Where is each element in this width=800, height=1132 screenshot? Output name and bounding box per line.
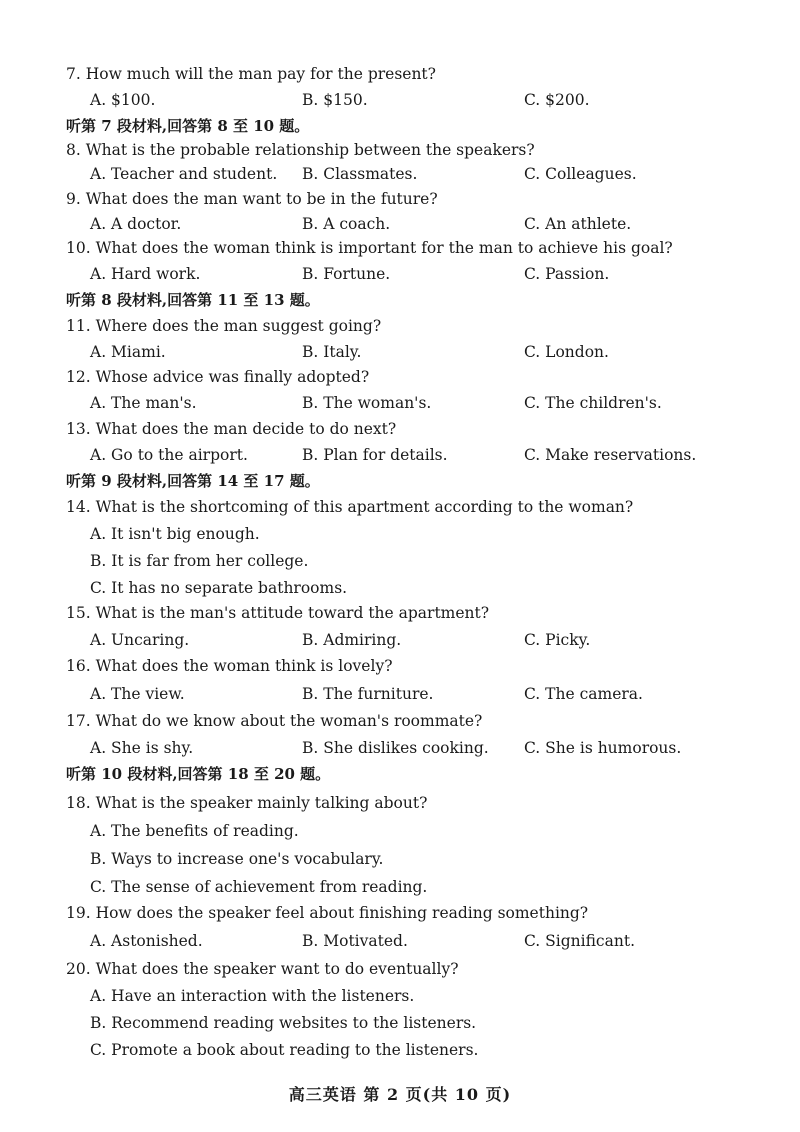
answer-option: A. Astonished. [90, 932, 203, 950]
answer-option: B. Plan for details. [302, 446, 448, 464]
answer-option: A. Teacher and student. [90, 165, 278, 183]
question-text: 12. Whose advice was finally adopted? [66, 368, 370, 386]
answer-option: C. The children's. [524, 394, 662, 412]
answer-option: A. Hard work. [90, 265, 201, 283]
question-text: 15. What is the man's attitude toward the apartment? [66, 604, 490, 622]
answer-option: A. It isn't big enough. [90, 525, 260, 543]
answer-option: B. The furniture. [302, 685, 434, 703]
answer-option: A. Uncaring. [90, 631, 190, 649]
answer-option: A. The benefits of reading. [90, 822, 299, 840]
question-text: 10. What does the woman think is important for the man to achieve his goal? [66, 239, 673, 257]
question-text: 13. What does the man decide to do next? [66, 420, 397, 438]
answer-option: B. Ways to increase one's vocabulary. [90, 850, 384, 868]
question-text: 14. What is the shortcoming of this apartment according to the woman? [66, 498, 634, 516]
answer-option: B. $150. [302, 91, 368, 109]
answer-option: A. The man's. [90, 394, 197, 412]
answer-option: C. Significant. [524, 932, 635, 950]
answer-option: C. Make reservations. [524, 446, 697, 464]
answer-option: A. The view. [90, 685, 185, 703]
answer-option: B. Italy. [302, 343, 362, 361]
section-heading: 听第 7 段材料,回答第 8 至 10 题。 [66, 117, 310, 135]
answer-option: C. An athlete. [524, 215, 632, 233]
answer-option: B. Fortune. [302, 265, 391, 283]
answer-option: A. She is shy. [90, 739, 194, 757]
answer-option: C. It has no separate bathrooms. [90, 579, 348, 597]
answer-option: C. Picky. [524, 631, 591, 649]
answer-option: A. Miami. [90, 343, 166, 361]
question-text: 20. What does the speaker want to do eventually? [66, 960, 459, 978]
answer-option: B. Classmates. [302, 165, 418, 183]
question-text: 9. What does the man want to be in the future? [66, 190, 438, 208]
answer-option: A. $100. [90, 91, 156, 109]
question-text: 11. Where does the man suggest going? [66, 317, 382, 335]
answer-option: B. A coach. [302, 215, 391, 233]
answer-option: B. Motivated. [302, 932, 408, 950]
answer-option: A. A doctor. [90, 215, 182, 233]
answer-option: C. $200. [524, 91, 590, 109]
section-heading: 听第 10 段材料,回答第 18 至 20 题。 [66, 765, 331, 783]
question-text: 16. What does the woman think is lovely? [66, 657, 393, 675]
question-text: 18. What is the speaker mainly talking about? [66, 794, 428, 812]
answer-option: C. London. [524, 343, 609, 361]
answer-option: B. It is far from her college. [90, 552, 309, 570]
answer-option: B. Recommend reading websites to the listeners. [90, 1014, 477, 1032]
question-text: 8. What is the probable relationship between the speakers? [66, 141, 535, 159]
question-text: 17. What do we know about the woman's roommate? [66, 712, 483, 730]
answer-option: C. The camera. [524, 685, 643, 703]
page-footer: 高三英语 第 2 页(共 10 页) [288, 1085, 512, 1104]
question-text: 19. How does the speaker feel about finishing reading something? [66, 904, 589, 922]
answer-option: A. Have an interaction with the listeners. [90, 987, 415, 1005]
answer-option: A. Go to the airport. [90, 446, 248, 464]
answer-option: C. The sense of achievement from reading. [90, 878, 428, 896]
section-heading: 听第 8 段材料,回答第 11 至 13 题。 [66, 291, 320, 309]
answer-option: C. She is humorous. [524, 739, 682, 757]
answer-option: C. Passion. [524, 265, 610, 283]
section-heading: 听第 9 段材料,回答第 14 至 17 题。 [66, 472, 320, 490]
answer-option: B. The woman's. [302, 394, 432, 412]
answer-option: C. Colleagues. [524, 165, 637, 183]
answer-option: B. Admiring. [302, 631, 402, 649]
answer-option: C. Promote a book about reading to the listeners. [90, 1041, 479, 1059]
answer-option: B. She dislikes cooking. [302, 739, 489, 757]
question-text: 7. How much will the man pay for the present? [66, 65, 436, 83]
